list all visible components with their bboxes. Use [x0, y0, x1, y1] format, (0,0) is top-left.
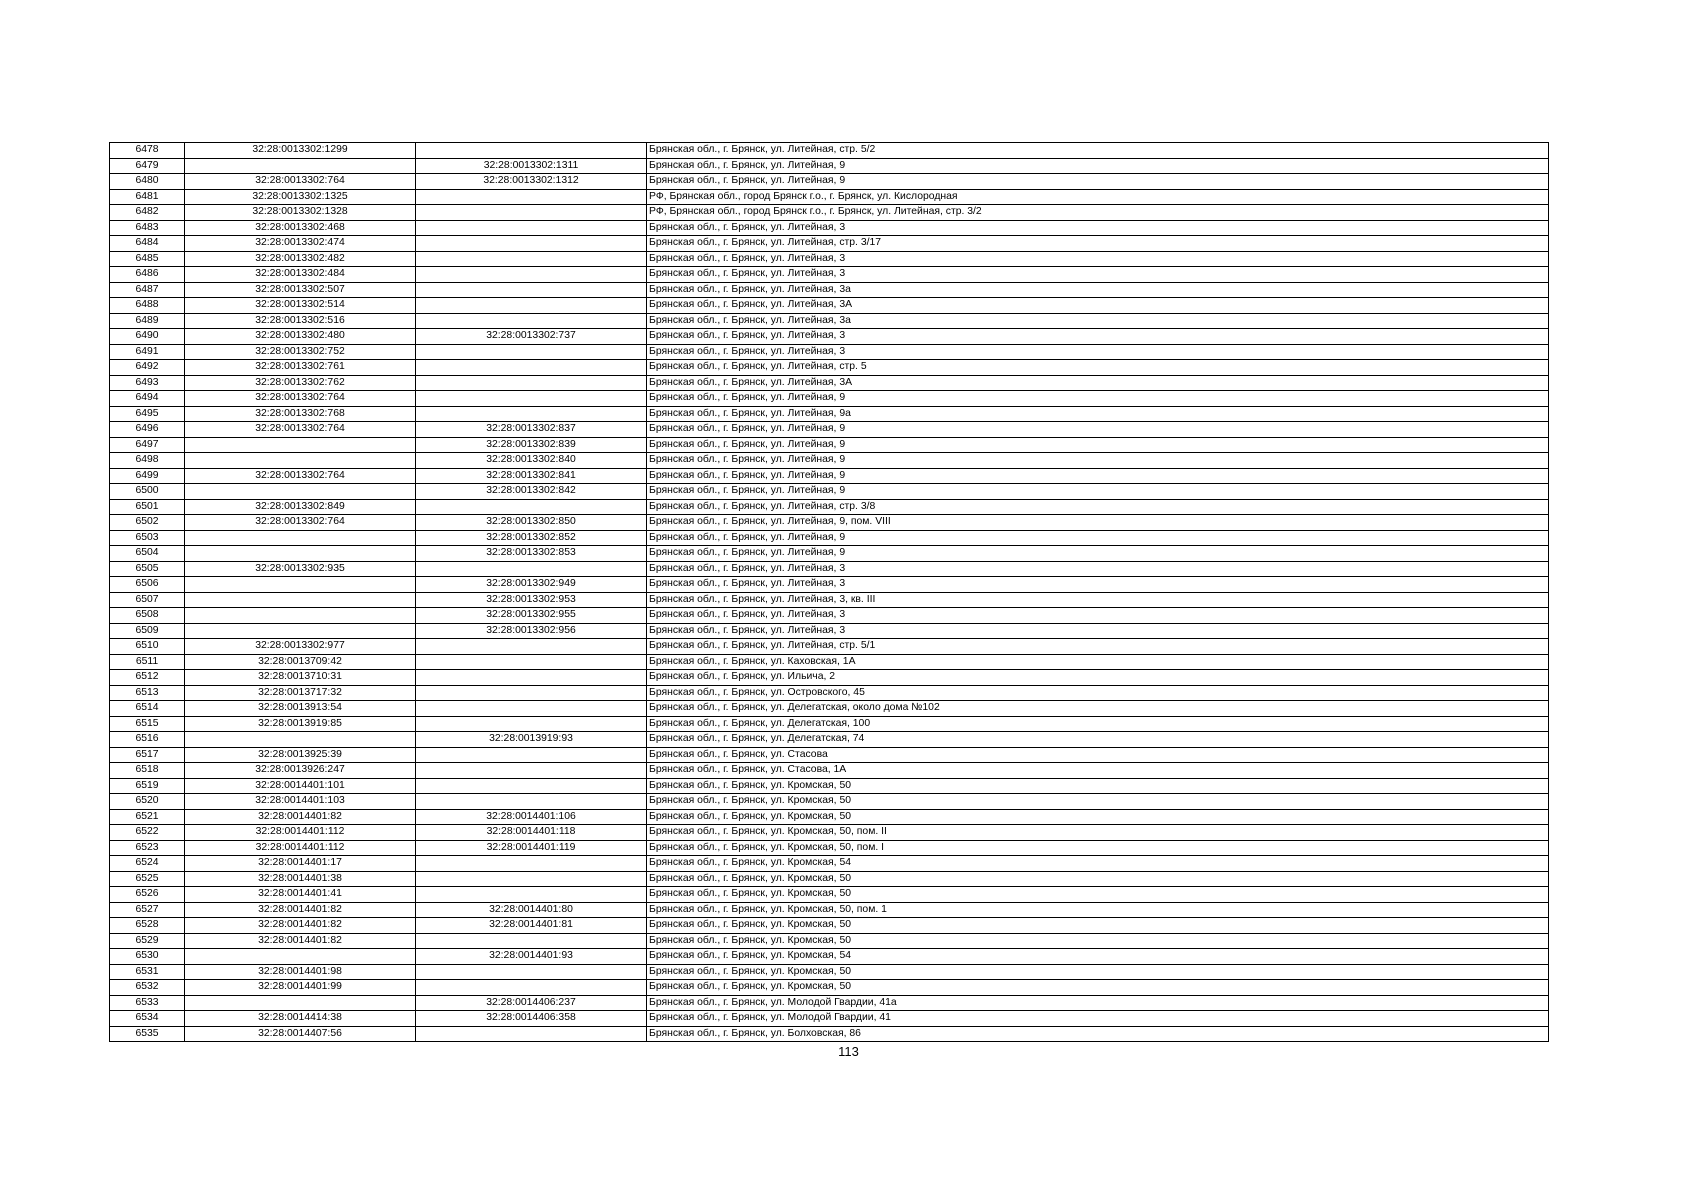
related-cadastral-number-cell [416, 236, 647, 252]
cadastral-number-cell [185, 437, 416, 453]
address-cell: Брянская обл., г. Брянск, ул. Молодой Гвардии, 41 [647, 1011, 1549, 1027]
address-cell: Брянская обл., г. Брянск, ул. Делегатская, 100 [647, 716, 1549, 732]
address-cell: Брянская обл., г. Брянск, ул. Стасова, 1А [647, 763, 1549, 779]
table-row [110, 685, 1549, 701]
related-cadastral-number-cell [416, 267, 647, 283]
cadastral-number-cell: 32:28:0013302:480 [185, 329, 416, 345]
address-cell: Брянская обл., г. Брянск, ул. Литейная, 3 [647, 608, 1549, 624]
cadastral-number-cell: 32:28:0013302:849 [185, 499, 416, 515]
table-row [110, 437, 1549, 453]
related-cadastral-number-cell [416, 220, 647, 236]
cadastral-number-cell [185, 484, 416, 500]
cadastral-number-cell: 32:28:0013302:514 [185, 298, 416, 314]
related-cadastral-number-cell [416, 298, 647, 314]
address-cell: Брянская обл., г. Брянск, ул. Литейная, 3А [647, 298, 1549, 314]
table-row [110, 484, 1549, 500]
cadastral-number-cell [185, 546, 416, 562]
table-row [110, 840, 1549, 856]
table-row [110, 747, 1549, 763]
table-row [110, 298, 1549, 314]
row-number-cell: 6526 [110, 887, 185, 903]
address-cell: Брянская обл., г. Брянск, ул. Молодой Гвардии, 41а [647, 995, 1549, 1011]
cadastral-number-cell: 32:28:0014401:112 [185, 825, 416, 841]
related-cadastral-number-cell [416, 716, 647, 732]
address-cell: Брянская обл., г. Брянск, ул. Стасова [647, 747, 1549, 763]
related-cadastral-number-cell: 32:28:0013302:840 [416, 453, 647, 469]
related-cadastral-number-cell [416, 251, 647, 267]
row-number-cell: 6483 [110, 220, 185, 236]
table-row [110, 623, 1549, 639]
address-cell: РФ, Брянская обл., город Брянск г.о., г. Брянск, ул. Литейная, стр. 3/2 [647, 205, 1549, 221]
related-cadastral-number-cell [416, 639, 647, 655]
related-cadastral-number-cell: 32:28:0013302:956 [416, 623, 647, 639]
row-number-cell: 6529 [110, 933, 185, 949]
records-table-body [110, 143, 1549, 1042]
cadastral-number-cell: 32:28:0013926:247 [185, 763, 416, 779]
cadastral-number-cell: 32:28:0013919:85 [185, 716, 416, 732]
address-cell: Брянская обл., г. Брянск, ул. Литейная, 3 [647, 561, 1549, 577]
address-cell: Брянская обл., г. Брянск, ул. Литейная, 9 [647, 158, 1549, 174]
related-cadastral-number-cell [416, 360, 647, 376]
cadastral-number-cell: 32:28:0013302:1325 [185, 189, 416, 205]
cadastral-number-cell: 32:28:0013302:764 [185, 174, 416, 190]
related-cadastral-number-cell: 32:28:0013302:837 [416, 422, 647, 438]
table-row [110, 143, 1549, 159]
related-cadastral-number-cell: 32:28:0013302:841 [416, 468, 647, 484]
address-cell: Брянская обл., г. Брянск, ул. Литейная, 3 [647, 344, 1549, 360]
row-number-cell: 6480 [110, 174, 185, 190]
table-row [110, 468, 1549, 484]
row-number-cell: 6524 [110, 856, 185, 872]
cadastral-number-cell: 32:28:0013302:764 [185, 515, 416, 531]
table-row [110, 794, 1549, 810]
row-number-cell: 6509 [110, 623, 185, 639]
related-cadastral-number-cell: 32:28:0014401:106 [416, 809, 647, 825]
related-cadastral-number-cell: 32:28:0014401:80 [416, 902, 647, 918]
table-row [110, 515, 1549, 531]
cadastral-number-cell: 32:28:0014401:82 [185, 918, 416, 934]
address-cell: Брянская обл., г. Брянск, ул. Кромская, 50, пом. 1 [647, 902, 1549, 918]
row-number-cell: 6493 [110, 375, 185, 391]
row-number-cell: 6478 [110, 143, 185, 159]
cadastral-number-cell [185, 995, 416, 1011]
table-row [110, 871, 1549, 887]
cadastral-number-cell [185, 453, 416, 469]
cadastral-number-cell [185, 732, 416, 748]
address-cell: Брянская обл., г. Брянск, ул. Литейная, 3 [647, 623, 1549, 639]
related-cadastral-number-cell: 32:28:0013302:949 [416, 577, 647, 593]
row-number-cell: 6528 [110, 918, 185, 934]
table-row [110, 391, 1549, 407]
table-row [110, 546, 1549, 562]
address-cell: Брянская обл., г. Брянск, ул. Кромская, 50 [647, 980, 1549, 996]
address-cell: Брянская обл., г. Брянск, ул. Кромская, 50 [647, 871, 1549, 887]
cadastral-number-cell: 32:28:0013302:484 [185, 267, 416, 283]
table-row [110, 918, 1549, 934]
row-number-cell: 6490 [110, 329, 185, 345]
row-number-cell: 6485 [110, 251, 185, 267]
table-row [110, 422, 1549, 438]
address-cell: Брянская обл., г. Брянск, ул. Кромская, 50 [647, 918, 1549, 934]
row-number-cell: 6507 [110, 592, 185, 608]
related-cadastral-number-cell: 32:28:0013302:737 [416, 329, 647, 345]
row-number-cell: 6531 [110, 964, 185, 980]
cadastral-number-cell: 32:28:0014401:99 [185, 980, 416, 996]
related-cadastral-number-cell [416, 747, 647, 763]
row-number-cell: 6498 [110, 453, 185, 469]
cadastral-number-cell: 32:28:0013302:474 [185, 236, 416, 252]
cadastral-number-cell: 32:28:0013709:42 [185, 654, 416, 670]
table-row [110, 825, 1549, 841]
cadastral-number-cell: 32:28:0013710:31 [185, 670, 416, 686]
row-number-cell: 6522 [110, 825, 185, 841]
related-cadastral-number-cell: 32:28:0013302:955 [416, 608, 647, 624]
row-number-cell: 6530 [110, 949, 185, 965]
related-cadastral-number-cell [416, 406, 647, 422]
table-row [110, 732, 1549, 748]
table-row [110, 267, 1549, 283]
address-cell: Брянская обл., г. Брянск, ул. Литейная, 3 [647, 220, 1549, 236]
row-number-cell: 6484 [110, 236, 185, 252]
address-cell: Брянская обл., г. Брянск, ул. Литейная, 9 [647, 530, 1549, 546]
row-number-cell: 6501 [110, 499, 185, 515]
row-number-cell: 6494 [110, 391, 185, 407]
cadastral-number-cell: 32:28:0013302:764 [185, 422, 416, 438]
related-cadastral-number-cell [416, 499, 647, 515]
table-row [110, 530, 1549, 546]
row-number-cell: 6513 [110, 685, 185, 701]
cadastral-number-cell [185, 949, 416, 965]
address-cell: Брянская обл., г. Брянск, ул. Литейная, стр. 3/8 [647, 499, 1549, 515]
cadastral-number-cell [185, 577, 416, 593]
row-number-cell: 6518 [110, 763, 185, 779]
address-cell: Брянская обл., г. Брянск, ул. Литейная, стр. 5/2 [647, 143, 1549, 159]
row-number-cell: 6479 [110, 158, 185, 174]
related-cadastral-number-cell [416, 763, 647, 779]
row-number-cell: 6516 [110, 732, 185, 748]
row-number-cell: 6495 [110, 406, 185, 422]
address-cell: Брянская обл., г. Брянск, ул. Литейная, 9 [647, 546, 1549, 562]
table-row [110, 453, 1549, 469]
table-row [110, 949, 1549, 965]
cadastral-number-cell: 32:28:0014401:82 [185, 809, 416, 825]
address-cell: Брянская обл., г. Брянск, ул. Литейная, стр. 5 [647, 360, 1549, 376]
address-cell: Брянская обл., г. Брянск, ул. Кромская, 50, пом. I [647, 840, 1549, 856]
related-cadastral-number-cell: 32:28:0014401:81 [416, 918, 647, 934]
table-row [110, 577, 1549, 593]
table-row [110, 344, 1549, 360]
cadastral-number-cell: 32:28:0014401:82 [185, 933, 416, 949]
address-cell: Брянская обл., г. Брянск, ул. Литейная, 3 [647, 267, 1549, 283]
row-number-cell: 6497 [110, 437, 185, 453]
table-row [110, 1011, 1549, 1027]
cadastral-number-cell [185, 608, 416, 624]
address-cell: Брянская обл., г. Брянск, ул. Литейная, 3 [647, 329, 1549, 345]
cadastral-number-cell: 32:28:0013717:32 [185, 685, 416, 701]
table-row [110, 716, 1549, 732]
cadastral-number-cell: 32:28:0013302:752 [185, 344, 416, 360]
address-cell: Брянская обл., г. Брянск, ул. Делегатская, около дома №102 [647, 701, 1549, 717]
related-cadastral-number-cell: 32:28:0014401:118 [416, 825, 647, 841]
related-cadastral-number-cell [416, 375, 647, 391]
row-number-cell: 6496 [110, 422, 185, 438]
address-cell: Брянская обл., г. Брянск, ул. Ильича, 2 [647, 670, 1549, 686]
address-cell: Брянская обл., г. Брянск, ул. Кромская, 50 [647, 809, 1549, 825]
address-cell: Брянская обл., г. Брянск, ул. Литейная, 3 [647, 577, 1549, 593]
related-cadastral-number-cell: 32:28:0013302:1312 [416, 174, 647, 190]
cadastral-number-cell: 32:28:0013302:764 [185, 391, 416, 407]
cadastral-number-cell [185, 592, 416, 608]
table-row [110, 887, 1549, 903]
row-number-cell: 6506 [110, 577, 185, 593]
records-table [109, 142, 1549, 1042]
related-cadastral-number-cell [416, 313, 647, 329]
related-cadastral-number-cell: 32:28:0013302:953 [416, 592, 647, 608]
address-cell: Брянская обл., г. Брянск, ул. Литейная, 9, пом. VIII [647, 515, 1549, 531]
row-number-cell: 6520 [110, 794, 185, 810]
table-row [110, 654, 1549, 670]
address-cell: Брянская обл., г. Брянск, ул. Литейная, 9 [647, 391, 1549, 407]
address-cell: Брянская обл., г. Брянск, ул. Болховская, 86 [647, 1026, 1549, 1042]
cadastral-number-cell: 32:28:0014401:101 [185, 778, 416, 794]
related-cadastral-number-cell [416, 980, 647, 996]
address-cell: Брянская обл., г. Брянск, ул. Литейная, 9 [647, 468, 1549, 484]
table-row [110, 499, 1549, 515]
related-cadastral-number-cell [416, 794, 647, 810]
row-number-cell: 6504 [110, 546, 185, 562]
address-cell: Брянская обл., г. Брянск, ул. Литейная, 3, кв. III [647, 592, 1549, 608]
table-row [110, 313, 1549, 329]
row-number-cell: 6482 [110, 205, 185, 221]
address-cell: Брянская обл., г. Брянск, ул. Кромская, 50 [647, 933, 1549, 949]
row-number-cell: 6499 [110, 468, 185, 484]
related-cadastral-number-cell [416, 561, 647, 577]
cadastral-number-cell: 32:28:0013925:39 [185, 747, 416, 763]
cadastral-number-cell: 32:28:0013302:468 [185, 220, 416, 236]
address-cell: Брянская обл., г. Брянск, ул. Кромская, 50 [647, 887, 1549, 903]
table-row [110, 360, 1549, 376]
address-cell: Брянская обл., г. Брянск, ул. Литейная, 9 [647, 453, 1549, 469]
related-cadastral-number-cell: 32:28:0013302:839 [416, 437, 647, 453]
related-cadastral-number-cell: 32:28:0013302:853 [416, 546, 647, 562]
related-cadastral-number-cell: 32:28:0013302:850 [416, 515, 647, 531]
row-number-cell: 6533 [110, 995, 185, 1011]
related-cadastral-number-cell [416, 701, 647, 717]
address-cell: Брянская обл., г. Брянск, ул. Литейная, 3А [647, 375, 1549, 391]
cadastral-number-cell: 32:28:0013913:54 [185, 701, 416, 717]
cadastral-number-cell: 32:28:0014407:56 [185, 1026, 416, 1042]
cadastral-number-cell: 32:28:0013302:761 [185, 360, 416, 376]
table-row [110, 902, 1549, 918]
address-cell: Брянская обл., г. Брянск, ул. Литейная, 9 [647, 437, 1549, 453]
table-row [110, 220, 1549, 236]
address-cell: Брянская обл., г. Брянск, ул. Каховская, 1А [647, 654, 1549, 670]
address-cell: Брянская обл., г. Брянск, ул. Литейная, 9 [647, 174, 1549, 190]
related-cadastral-number-cell [416, 887, 647, 903]
table-row [110, 995, 1549, 1011]
row-number-cell: 6514 [110, 701, 185, 717]
cadastral-number-cell: 32:28:0014401:17 [185, 856, 416, 872]
table-row [110, 701, 1549, 717]
table-row [110, 592, 1549, 608]
related-cadastral-number-cell: 32:28:0013302:852 [416, 530, 647, 546]
related-cadastral-number-cell [416, 964, 647, 980]
related-cadastral-number-cell [416, 654, 647, 670]
table-row [110, 964, 1549, 980]
table-row [110, 1026, 1549, 1042]
table-row [110, 778, 1549, 794]
row-number-cell: 6515 [110, 716, 185, 732]
row-number-cell: 6517 [110, 747, 185, 763]
row-number-cell: 6481 [110, 189, 185, 205]
address-cell: Брянская обл., г. Брянск, ул. Делегатская, 74 [647, 732, 1549, 748]
address-cell: Брянская обл., г. Брянск, ул. Литейная, 9 [647, 422, 1549, 438]
related-cadastral-number-cell [416, 189, 647, 205]
cadastral-number-cell: 32:28:0013302:482 [185, 251, 416, 267]
table-row [110, 980, 1549, 996]
table-row [110, 236, 1549, 252]
related-cadastral-number-cell [416, 933, 647, 949]
cadastral-number-cell [185, 530, 416, 546]
related-cadastral-number-cell [416, 282, 647, 298]
row-number-cell: 6505 [110, 561, 185, 577]
related-cadastral-number-cell: 32:28:0013919:93 [416, 732, 647, 748]
table-row [110, 608, 1549, 624]
cadastral-number-cell: 32:28:0013302:1328 [185, 205, 416, 221]
row-number-cell: 6503 [110, 530, 185, 546]
address-cell: Брянская обл., г. Брянск, ул. Литейная, 3 [647, 251, 1549, 267]
row-number-cell: 6492 [110, 360, 185, 376]
address-cell: Брянская обл., г. Брянск, ул. Литейная, стр. 3/17 [647, 236, 1549, 252]
table-row [110, 639, 1549, 655]
table-row [110, 251, 1549, 267]
address-cell: Брянская обл., г. Брянск, ул. Островского, 45 [647, 685, 1549, 701]
table-row [110, 933, 1549, 949]
related-cadastral-number-cell [416, 344, 647, 360]
cadastral-number-cell: 32:28:0014401:112 [185, 840, 416, 856]
address-cell: Брянская обл., г. Брянск, ул. Литейная, 9а [647, 406, 1549, 422]
row-number-cell: 6519 [110, 778, 185, 794]
table-row [110, 282, 1549, 298]
related-cadastral-number-cell [416, 391, 647, 407]
row-number-cell: 6523 [110, 840, 185, 856]
address-cell: Брянская обл., г. Брянск, ул. Кромская, 50 [647, 794, 1549, 810]
page-number: 113 [838, 1044, 859, 1059]
address-cell: Брянская обл., г. Брянск, ул. Кромская, 54 [647, 949, 1549, 965]
cadastral-number-cell: 32:28:0014401:82 [185, 902, 416, 918]
table-row [110, 174, 1549, 190]
address-cell: РФ, Брянская обл., город Брянск г.о., г. Брянск, ул. Кислородная [647, 189, 1549, 205]
related-cadastral-number-cell [416, 205, 647, 221]
cadastral-number-cell: 32:28:0014401:103 [185, 794, 416, 810]
related-cadastral-number-cell: 32:28:0013302:842 [416, 484, 647, 500]
row-number-cell: 6502 [110, 515, 185, 531]
related-cadastral-number-cell [416, 143, 647, 159]
related-cadastral-number-cell: 32:28:0013302:1311 [416, 158, 647, 174]
cadastral-number-cell: 32:28:0013302:516 [185, 313, 416, 329]
table-row [110, 189, 1549, 205]
table-row [110, 856, 1549, 872]
cadastral-number-cell: 32:28:0013302:762 [185, 375, 416, 391]
address-cell: Брянская обл., г. Брянск, ул. Литейная, 9 [647, 484, 1549, 500]
row-number-cell: 6508 [110, 608, 185, 624]
table-row [110, 763, 1549, 779]
row-number-cell: 6535 [110, 1026, 185, 1042]
cadastral-number-cell: 32:28:0013302:768 [185, 406, 416, 422]
related-cadastral-number-cell [416, 670, 647, 686]
row-number-cell: 6487 [110, 282, 185, 298]
table-row [110, 205, 1549, 221]
row-number-cell: 6489 [110, 313, 185, 329]
cadastral-number-cell: 32:28:0013302:977 [185, 639, 416, 655]
related-cadastral-number-cell [416, 856, 647, 872]
address-cell: Брянская обл., г. Брянск, ул. Кромская, 54 [647, 856, 1549, 872]
cadastral-number-cell: 32:28:0014401:38 [185, 871, 416, 887]
related-cadastral-number-cell: 32:28:0014401:119 [416, 840, 647, 856]
related-cadastral-number-cell [416, 685, 647, 701]
cadastral-number-cell [185, 623, 416, 639]
related-cadastral-number-cell: 32:28:0014406:358 [416, 1011, 647, 1027]
cadastral-number-cell [185, 158, 416, 174]
row-number-cell: 6491 [110, 344, 185, 360]
row-number-cell: 6525 [110, 871, 185, 887]
cadastral-number-cell: 32:28:0013302:935 [185, 561, 416, 577]
row-number-cell: 6486 [110, 267, 185, 283]
related-cadastral-number-cell: 32:28:0014401:93 [416, 949, 647, 965]
table-row [110, 329, 1549, 345]
address-cell: Брянская обл., г. Брянск, ул. Литейная, 3а [647, 282, 1549, 298]
address-cell: Брянская обл., г. Брянск, ул. Литейная, стр. 5/1 [647, 639, 1549, 655]
row-number-cell: 6510 [110, 639, 185, 655]
row-number-cell: 6488 [110, 298, 185, 314]
cadastral-number-cell: 32:28:0014401:98 [185, 964, 416, 980]
table-row [110, 670, 1549, 686]
cadastral-number-cell: 32:28:0013302:1299 [185, 143, 416, 159]
row-number-cell: 6534 [110, 1011, 185, 1027]
related-cadastral-number-cell [416, 778, 647, 794]
cadastral-number-cell: 32:28:0013302:764 [185, 468, 416, 484]
row-number-cell: 6511 [110, 654, 185, 670]
address-cell: Брянская обл., г. Брянск, ул. Кромская, 50, пом. II [647, 825, 1549, 841]
related-cadastral-number-cell: 32:28:0014406:237 [416, 995, 647, 1011]
row-number-cell: 6512 [110, 670, 185, 686]
cadastral-number-cell: 32:28:0014401:41 [185, 887, 416, 903]
row-number-cell: 6527 [110, 902, 185, 918]
table-row [110, 809, 1549, 825]
table-row [110, 375, 1549, 391]
table-row [110, 158, 1549, 174]
row-number-cell: 6521 [110, 809, 185, 825]
address-cell: Брянская обл., г. Брянск, ул. Кромская, 50 [647, 964, 1549, 980]
related-cadastral-number-cell [416, 871, 647, 887]
address-cell: Брянская обл., г. Брянск, ул. Кромская, 50 [647, 778, 1549, 794]
cadastral-number-cell: 32:28:0013302:507 [185, 282, 416, 298]
row-number-cell: 6532 [110, 980, 185, 996]
cadastral-number-cell: 32:28:0014414:38 [185, 1011, 416, 1027]
table-row [110, 406, 1549, 422]
related-cadastral-number-cell [416, 1026, 647, 1042]
table-row [110, 561, 1549, 577]
row-number-cell: 6500 [110, 484, 185, 500]
address-cell: Брянская обл., г. Брянск, ул. Литейная, 3а [647, 313, 1549, 329]
